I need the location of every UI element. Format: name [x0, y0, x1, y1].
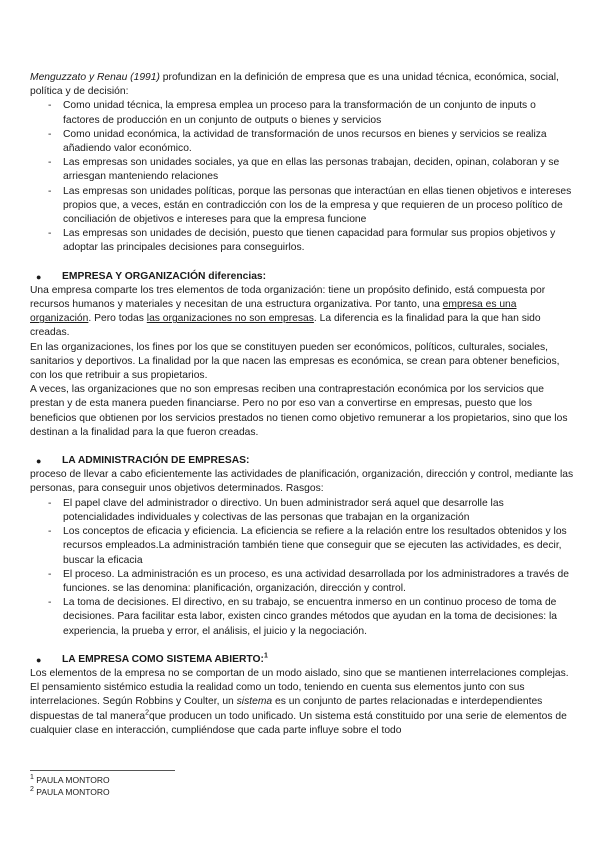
heading-text: LA ADMINISTRACIÓN DE EMPRESAS:: [62, 455, 250, 467]
list-item: - Las empresas son unidades de decisión, puesto que tienen capacidad para formular sus propios objetivos y adoptar las principales decisiones para conseguirlos.: [30, 227, 575, 255]
footnote: [30, 786, 110, 798]
footnote-ref: 2: [145, 709, 149, 717]
list-item: - Los conceptos de eficacia y eficiencia. La eficiencia se refiere a la relación entre los resultados obtenidos y los recursos empleados.La administración también tiene que conseguir que se ejecuten las actividades, es decir, buscar la eficacia: [30, 525, 575, 568]
footnote-divider: [30, 770, 175, 771]
list-item: - El papel clave del administrador o directivo. Un buen administrador será aquel que desarrolle las potencialidades individuales y colectivas de las personas que trabajan en la organización: [30, 497, 575, 525]
list-item: - La toma de decisiones. El directivo, en su trabajo, se encuentra inmerso en un continuo proceso de toma de decisiones. Para facilitar esta labor, existen cinco grandes métodos que ayudan en la toma de decisiones: la experiencia, la prueba y error, el análisis, el juicio y la negociación.: [30, 596, 575, 639]
section-heading-empresa-organizacion: [30, 270, 575, 284]
footnote-text: PAULA MONTORO: [36, 787, 110, 797]
footnote: [30, 774, 110, 786]
text-run: que producen un todo unificado. Un sistema está constituido por una serie de elementos de cualquier clase en interacción, cumpliéndose que cada parte influye sobre el todo: [30, 710, 567, 736]
bullet-icon: ●: [36, 456, 42, 467]
list-item: - Las empresas son unidades sociales, ya que en ellas las personas trabajan, deciden, opinan, colaboran y se arriesgan manteniendo relaciones: [30, 156, 575, 184]
footnote-ref: 1: [263, 652, 268, 660]
text-run: Los elementos de la empresa no se comportan de un modo aislado, sino que se mantienen interrelaciones complejas. El pensamiento sistémico estudia la realidad como un todo, teniendo en cuenta sus elementos junto con sus interrelaciones. Según Robbins y Coulter, un: [30, 667, 569, 708]
intro-paragraph: [30, 71, 575, 99]
text-run: . Pero todas: [88, 313, 147, 325]
bullet-icon: ●: [36, 654, 42, 665]
footnote-number: 1: [30, 774, 34, 782]
footnote-text: PAULA MONTORO: [36, 775, 110, 785]
text-run: es un conjunto de partes relacionadas e interdependientes dispuestas de tal manera: [30, 696, 543, 722]
emphasis-text: sistema: [236, 696, 273, 708]
section1-paragraph-1: [30, 284, 575, 341]
section1-paragraph-2: En las organizaciones, los fines por los que se constituyen pueden ser económicos, políticos, culturales, sociales, sanitarios y deportivos. La finalidad por la que nacen las empresas es económica, se crean para obtener beneficios, con los que retribuir a sus propietarios.: [30, 341, 560, 382]
list-item: - El proceso. La administración es un proceso, es una actividad desarrollada por los administradores a través de funciones. se las denomina: planificación, organización, dirección y control.: [30, 568, 575, 596]
footnotes: [30, 774, 110, 798]
list-item: - Las empresas son unidades políticas, porque las personas que interactúan en ellas tienen objetivos e intereses propios que, a veces, están en contradicción con los de la empresa y que requieren de un proceso político de conciliación de objetivos e intereses para que la empresa funcione: [30, 185, 575, 228]
underlined-text: empresa es una organización: [30, 299, 517, 325]
list-item: - Como unidad económica, la actividad de transformación de unos recursos en bienes y servicios se realiza añadiendo valor económico.: [30, 128, 575, 156]
heading-text: LA EMPRESA COMO SISTEMA ABIERTO:: [62, 653, 264, 665]
intro-list: [30, 99, 575, 255]
intro-citation: Menguzzato y Renau (1991): [30, 72, 160, 83]
intro-text: profundizan en la definición de empresa que es una unidad técnica, económica, social, política y de decisión:: [30, 72, 559, 98]
underlined-text: las organizaciones no son empresas: [146, 313, 314, 325]
section3-paragraph: [30, 667, 575, 738]
text-run: Una empresa comparte los tres elementos de toda organización: tiene un propósito definido, está compuesta por recursos humanos y materiales y necesitan de una estructura organizativa. Por tanto, una: [30, 284, 546, 311]
heading-text: EMPRESA Y ORGANIZACIÓN diferencias:: [62, 270, 267, 282]
section1-paragraph-3: A veces, las organizaciones que no son empresas reciben una contraprestación económica por los servicios que prestan y de esta manera pueden financiarse. Pero no por eso van a convertirse en empresas, puesto que los beneficios que obtienen por los servicios prestados no tienen como objetivo remunerar a los propietarios, sino que los destinan a la finalidad para la que fueron creadas.: [30, 384, 568, 438]
text-run: . La diferencia es la finalidad para la que han sido creadas.: [30, 313, 541, 339]
bullet-icon: ●: [36, 271, 42, 282]
list-item: - Como unidad técnica, la empresa emplea un proceso para la transformación de un conjunto de inputs o factores de producción en un conjunto de outputs o bienes y servicios: [30, 99, 575, 127]
footnote-number: 2: [30, 786, 34, 794]
document-body: [30, 71, 575, 738]
section-heading-sistema-abierto: [30, 653, 575, 667]
section-heading-administracion: [30, 454, 575, 468]
section2-list: [30, 497, 575, 639]
section2-paragraph: proceso de llevar a cabo eficientemente las actividades de planificación, organización, dirección y control, mediante las personas, para conseguir unos objetivos determinados. Rasgos:: [30, 469, 574, 495]
